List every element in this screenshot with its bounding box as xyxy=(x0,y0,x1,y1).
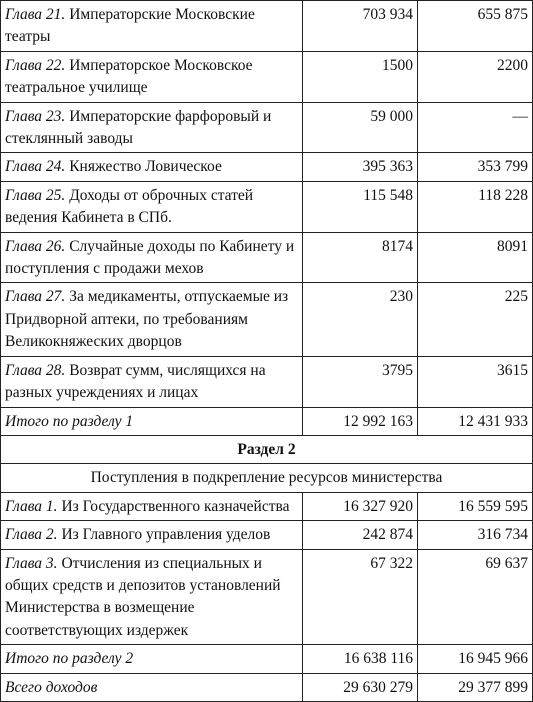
chapter-label: Глава 21. xyxy=(5,6,66,23)
value-cell-2: 225 xyxy=(418,283,533,356)
grand-total-value-1: 29 630 279 xyxy=(303,673,418,701)
row-text: Возврат сумм, числящихся на разных учреждениях и лицах xyxy=(5,361,266,402)
value-cell-2: 69 637 xyxy=(418,549,533,645)
row-description xyxy=(1,549,303,645)
value-cell-2: 353 799 xyxy=(418,153,533,181)
row-description xyxy=(1,181,303,232)
table-row xyxy=(1,153,533,181)
row-description xyxy=(1,521,303,549)
section2-subtitle-row xyxy=(1,464,533,492)
chapter-label: Глава 28. xyxy=(5,361,66,379)
value-cell-1: 8174 xyxy=(303,232,418,283)
value-cell-2: 16 559 595 xyxy=(418,492,533,520)
value-cell-1: 16 327 920 xyxy=(303,492,418,520)
chapter-label: Глава 2. xyxy=(5,526,58,544)
value-cell-1: 242 874 xyxy=(303,521,418,549)
row-text: Из Государственного казначейства xyxy=(61,497,290,515)
section-subtitle: Поступления в подкрепление ресурсов министерства xyxy=(1,464,533,492)
row-description xyxy=(1,51,303,102)
section2-total-row xyxy=(1,645,533,673)
row-description xyxy=(1,232,303,283)
chapter-label: Глава 1. xyxy=(5,497,58,515)
value-cell-2: 3615 xyxy=(418,356,533,407)
row-description xyxy=(1,283,303,356)
value-cell-1: 230 xyxy=(303,283,418,356)
total-value-1: 12 992 163 xyxy=(303,407,418,435)
section-title: Раздел 2 xyxy=(1,435,533,463)
value-cell-2: 316 734 xyxy=(418,521,533,549)
table-row xyxy=(1,549,533,645)
value-cell-2: 655 875 xyxy=(418,1,533,52)
value-cell-1: 3795 xyxy=(303,356,418,407)
total-value-2: 16 945 966 xyxy=(418,645,533,673)
row-text: Случайные доходы по Кабинету и поступления с продажи мехов xyxy=(5,237,295,278)
chapter-label: Глава 26. xyxy=(5,237,66,255)
table-row xyxy=(1,356,533,407)
value-cell-2: 2200 xyxy=(418,51,533,102)
table-row xyxy=(1,51,533,102)
table-row xyxy=(1,521,533,549)
table-row xyxy=(1,492,533,520)
row-text: Императорские фарфоровый и стеклянный заводы xyxy=(5,107,272,148)
value-cell-2: 8091 xyxy=(418,232,533,283)
section2-title-row xyxy=(1,435,533,463)
row-description xyxy=(1,153,303,181)
chapter-label: Глава 3. xyxy=(5,554,58,572)
total-label: Итого по разделу 2 xyxy=(1,645,303,673)
total-label: Итого по разделу 1 xyxy=(1,407,303,435)
chapter-label: Глава 23. xyxy=(5,107,66,125)
chapter-label: Глава 25. xyxy=(5,186,66,204)
table-row xyxy=(1,283,533,356)
chapter-label: Глава 22. xyxy=(5,56,66,74)
total-value-2: 12 431 933 xyxy=(418,407,533,435)
row-description xyxy=(1,102,303,153)
chapter-label: Глава 27. xyxy=(5,288,66,306)
value-cell-1: 115 548 xyxy=(303,181,418,232)
value-cell-1: 1500 xyxy=(303,51,418,102)
grand-total-label: Всего доходов xyxy=(1,673,303,701)
chapter-label: Глава 24. xyxy=(5,158,66,176)
value-cell-1: 395 363 xyxy=(303,153,418,181)
grand-total-value-2: 29 377 899 xyxy=(418,673,533,701)
row-description xyxy=(1,492,303,520)
value-cell-1: 703 934 xyxy=(303,1,418,52)
section1-total-row xyxy=(1,407,533,435)
table-row xyxy=(1,181,533,232)
table-row xyxy=(1,102,533,153)
grand-total-row xyxy=(1,673,533,701)
row-text: Императорское Московское театральное училище xyxy=(5,56,253,97)
value-cell-1: 59 000 xyxy=(303,102,418,153)
row-text: Отчисления из специальных и общих средств и депозитов установлений Министерства в возмещение соответствующих издержек xyxy=(5,554,281,639)
table-row xyxy=(1,1,533,52)
row-description xyxy=(1,356,303,407)
value-cell-2: 118 228 xyxy=(418,181,533,232)
table-row xyxy=(1,232,533,283)
value-cell-1: 67 322 xyxy=(303,549,418,645)
row-text: Из Главного управления уделов xyxy=(61,526,271,544)
row-text: Императорские Московские театры xyxy=(5,6,255,46)
row-text: Княжество Ловичеcкое xyxy=(69,158,222,176)
row-text: За медикаменты, отпускаемые из Придворной аптеки, по требованиям Великокняжеских дворцов xyxy=(5,288,289,351)
row-text: Доходы от оброчных статей ведения Кабинета в СПб. xyxy=(5,186,254,227)
row-description xyxy=(1,1,303,52)
total-value-1: 16 638 116 xyxy=(303,645,418,673)
value-cell-2: — xyxy=(418,102,533,153)
